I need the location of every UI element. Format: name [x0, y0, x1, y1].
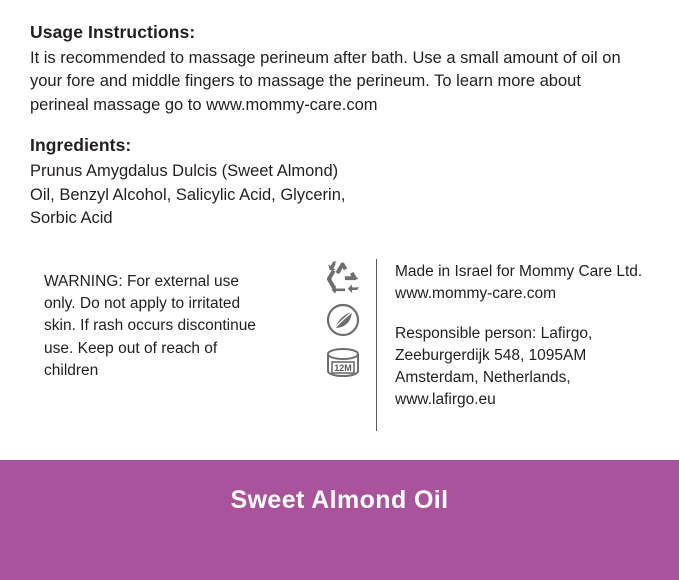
- period-after-opening-icon: [321, 347, 365, 379]
- lower-section: [30, 247, 649, 435]
- warning-section: [30, 247, 310, 383]
- responsible-line-1: Responsible person: Lafirgo,: [395, 324, 593, 342]
- icon-column: [310, 247, 376, 379]
- usage-instructions-section: [30, 22, 649, 117]
- usage-instructions-text: It is recommended to massage perineum after bath. Use a small amount of oil on your fore and middle fingers to massage the perineum. To learn more about perineal massage go to www.mommy-care.com: [30, 49, 621, 114]
- usage-instructions-heading: Usage Instructions:: [30, 22, 196, 42]
- responsible-line-2: Zeeburgerdijk 548, 1095AM: [395, 346, 587, 364]
- responsible-line-3: Amsterdam, Netherlands,: [395, 368, 571, 386]
- recycle-icon: [323, 259, 363, 293]
- green-dot-leaf-icon: [326, 303, 360, 337]
- ingredients-heading: Ingredients:: [30, 135, 132, 156]
- manufacturer-website: www.mommy-care.com: [395, 284, 557, 302]
- ingredients-text: Prunus Amygdalus Dulcis (Sweet Almond) Oil, Benzyl Alcohol, Salicylic Acid, Glycerin, Sorbic Acid: [30, 162, 346, 228]
- manufacturer-line-1: Made in Israel for Mommy Care Ltd.: [395, 262, 643, 280]
- period-after-opening-label: 12M: [334, 362, 352, 373]
- vertical-divider: [376, 259, 377, 431]
- responsible-person-block: [395, 323, 649, 411]
- warning-text: WARNING: For external use only. Do not apply to irritated skin. If rash occurs discontinue use. Keep out of reach of children: [44, 272, 256, 380]
- footer-bar: [0, 460, 679, 580]
- responsible-website: www.lafirgo.eu: [395, 390, 496, 408]
- product-name: Sweet Almond Oil: [230, 486, 449, 514]
- manufacturer-section: [395, 247, 649, 411]
- ingredients-section: [30, 135, 649, 230]
